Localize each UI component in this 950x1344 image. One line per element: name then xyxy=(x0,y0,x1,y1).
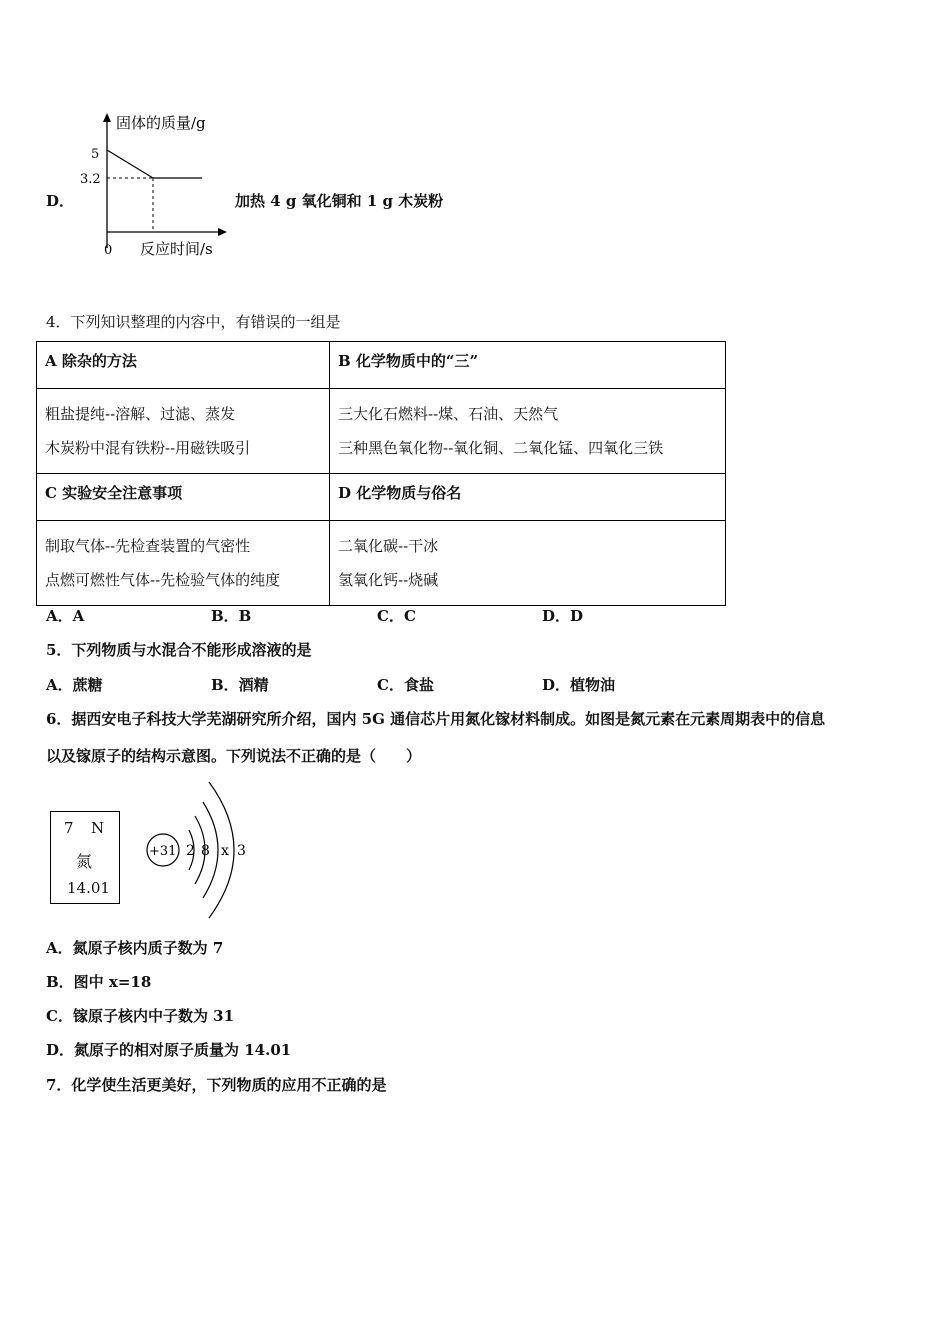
table-b-line2: 三种黑色氧化物--氧化铜、二氧化锰、四氧化三铁 xyxy=(338,439,664,457)
q7-stem: 7．化学使生活更美好，下列物质的应用不正确的是 xyxy=(46,1076,387,1094)
q3-option-d-label: D． xyxy=(46,192,75,210)
graph-x-arrow xyxy=(218,228,227,236)
q5-option-b[interactable]: B．酒精 xyxy=(211,676,269,694)
element-number: 7 xyxy=(64,819,74,837)
graph-y-tick-5: 5 xyxy=(91,147,100,162)
q5-option-c[interactable]: C．食盐 xyxy=(377,676,434,694)
graph-y-tick-3-2: 3.2 xyxy=(80,172,101,187)
q6-stem-line2: 以及镓原子的结构示意图。下列说法不正确的是（ ） xyxy=(46,747,422,765)
graph-y-arrow xyxy=(103,113,111,122)
q4-option-b[interactable]: B．B xyxy=(211,607,252,625)
q6-option-c[interactable]: C．镓原子核内中子数为 31 xyxy=(46,1007,235,1025)
table-a-line2: 木炭粉中混有铁粉--用磁铁吸引 xyxy=(45,439,251,457)
q6-stem-line1: 6．据西安电子科技大学芜湖研究所介绍，国内 5G 通信芯片用氮化镓材料制成。如图是氮元素在元素周期表中的信息 xyxy=(46,710,826,728)
gallium-atom-diagram xyxy=(145,778,255,923)
table-cell-d-body xyxy=(330,521,726,606)
shell-count-2: 8 xyxy=(201,843,210,859)
q6-option-a[interactable]: A．氮原子核内质子数为 7 xyxy=(46,939,224,957)
table-cell-a-title: A 除杂的方法 xyxy=(37,342,330,389)
element-symbol: N xyxy=(91,819,105,837)
graph-data-slope xyxy=(107,150,153,178)
q4-option-a[interactable]: A．A xyxy=(46,607,85,625)
graph-y-label: 固体的质量/g xyxy=(116,114,206,132)
q3-option-d-text: 加热 4 g 氧化铜和 1 g 木炭粉 xyxy=(235,192,444,210)
table-d-line2: 氢氧化钙--烧碱 xyxy=(338,571,439,589)
q4-option-d[interactable]: D．D xyxy=(542,607,584,625)
table-d-line1: 二氧化碳--干冰 xyxy=(338,537,439,555)
element-name: 氮 xyxy=(76,852,93,871)
graph-x-label: 反应时间/s xyxy=(140,240,213,258)
graph-origin: 0 xyxy=(104,243,113,258)
table-cell-b-title: B 化学物质中的“三” xyxy=(330,342,726,389)
q5-option-a[interactable]: A．蔗糖 xyxy=(46,676,103,694)
element-card xyxy=(50,811,120,904)
mass-time-graph xyxy=(80,108,250,263)
table-cell-d-title: D 化学物质与俗名 xyxy=(330,474,726,521)
q6-option-b[interactable]: B．图中 x=18 xyxy=(46,973,152,991)
table-cell-c-title: C 实验安全注意事项 xyxy=(37,474,330,521)
q4-option-c[interactable]: C．C xyxy=(377,607,416,625)
q5-option-d[interactable]: D．植物油 xyxy=(542,676,616,694)
table-cell-b-body xyxy=(330,389,726,474)
table-cell-a-body xyxy=(37,389,330,474)
knowledge-table xyxy=(36,341,726,606)
table-cell-c-body xyxy=(37,521,330,606)
q4-stem: 4．下列知识整理的内容中，有错误的一组是 xyxy=(46,313,341,331)
table-c-line2: 点燃可燃性气体--先检验气体的纯度 xyxy=(45,571,281,589)
atom-nucleus-charge: +31 xyxy=(149,844,177,859)
shell-count-1: 2 xyxy=(186,843,195,859)
q5-stem: 5．下列物质与水混合不能形成溶液的是 xyxy=(46,641,312,659)
q6-option-d[interactable]: D．氮原子的相对原子质量为 14.01 xyxy=(46,1041,292,1059)
table-c-line1: 制取气体--先检查装置的气密性 xyxy=(45,537,251,555)
table-b-line1: 三大化石燃料--煤、石油、天然气 xyxy=(338,405,559,423)
shell-count-4: 3 xyxy=(237,843,246,859)
shell-count-3: x xyxy=(221,843,229,859)
table-a-line1: 粗盐提纯--溶解、过滤、蒸发 xyxy=(45,405,236,423)
element-mass: 14.01 xyxy=(67,879,110,897)
